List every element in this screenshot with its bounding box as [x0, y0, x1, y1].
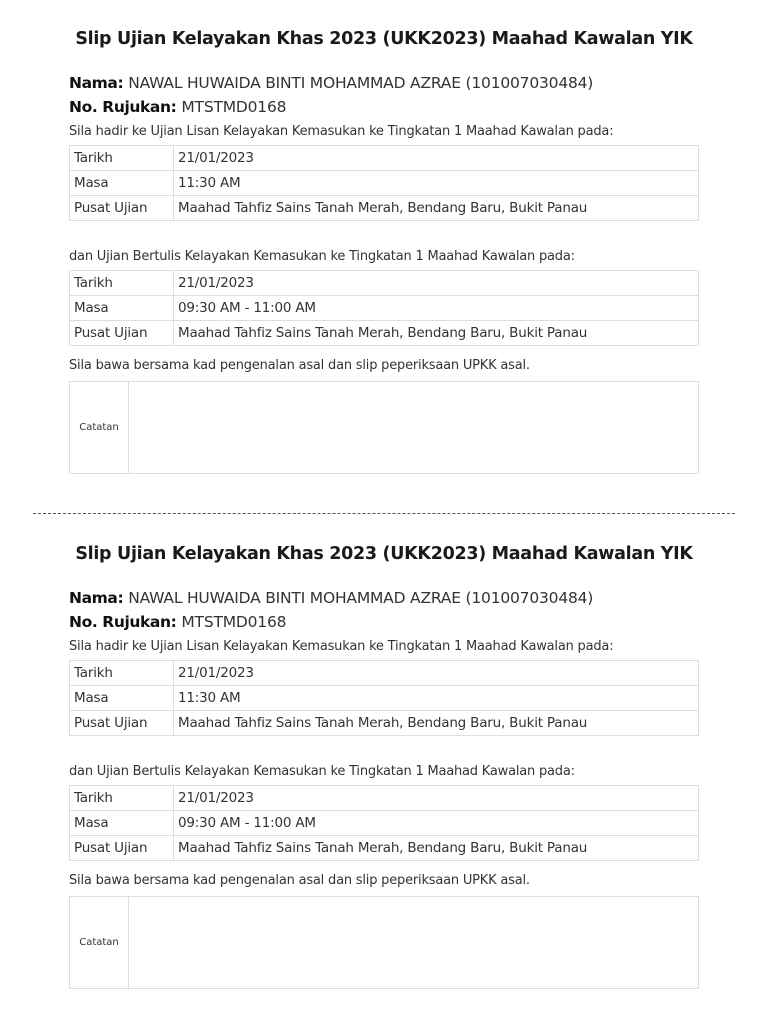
written-time-label: Masa	[70, 296, 174, 321]
written-venue-value: Maahad Tahfiz Sains Tanah Merah, Bendang Baru, Bukit Panau	[174, 321, 699, 346]
written-exam-table	[69, 785, 699, 861]
name-value: NAWAL HUWAIDA BINTI MOHAMMAD AZRAE (101007030484)	[128, 74, 594, 92]
written-time-label: Masa	[70, 811, 174, 836]
table-row	[70, 271, 699, 296]
table-row	[70, 686, 699, 711]
oral-date-label: Tarikh	[70, 146, 174, 171]
oral-time-label: Masa	[70, 686, 174, 711]
reference-value: MTSTMD0168	[181, 613, 287, 631]
oral-time-value: 11:30 AM	[174, 686, 699, 711]
oral-exam-intro: Sila hadir ke Ujian Lisan Kelayakan Kemasukan ke Tingkatan 1 Maahad Kawalan pada:	[69, 124, 614, 139]
candidate-name-row	[69, 586, 699, 610]
candidate-name-row	[69, 71, 699, 95]
notes-label: Catatan	[70, 897, 129, 988]
exam-slip-1	[69, 23, 699, 474]
reference-label: No. Rujukan:	[69, 613, 177, 631]
reference-value: MTSTMD0168	[181, 98, 287, 116]
oral-venue-label: Pusat Ujian	[70, 711, 174, 736]
written-time-value: 09:30 AM - 11:00 AM	[174, 811, 699, 836]
written-date-value: 21/01/2023	[174, 786, 699, 811]
written-exam-table	[69, 270, 699, 346]
written-venue-label: Pusat Ujian	[70, 321, 174, 346]
notes-label: Catatan	[70, 382, 129, 473]
table-row	[70, 836, 699, 861]
written-date-label: Tarikh	[70, 271, 174, 296]
documents-reminder: Sila bawa bersama kad pengenalan asal dan slip peperiksaan UPKK asal.	[69, 358, 530, 373]
written-date-label: Tarikh	[70, 786, 174, 811]
name-value: NAWAL HUWAIDA BINTI MOHAMMAD AZRAE (101007030484)	[128, 589, 594, 607]
oral-exam-intro: Sila hadir ke Ujian Lisan Kelayakan Kemasukan ke Tingkatan 1 Maahad Kawalan pada:	[69, 639, 614, 654]
table-row	[70, 171, 699, 196]
oral-date-value: 21/01/2023	[174, 146, 699, 171]
documents-reminder: Sila bawa bersama kad pengenalan asal dan slip peperiksaan UPKK asal.	[69, 873, 530, 888]
oral-exam-table	[69, 660, 699, 736]
reference-number-row	[69, 95, 699, 119]
name-label: Nama:	[69, 589, 124, 607]
exam-slip-2	[69, 538, 699, 989]
written-date-value: 21/01/2023	[174, 271, 699, 296]
notes-box	[69, 896, 699, 989]
oral-venue-value: Maahad Tahfiz Sains Tanah Merah, Bendang Baru, Bukit Panau	[174, 711, 699, 736]
name-label: Nama:	[69, 74, 124, 92]
table-row	[70, 296, 699, 321]
table-row	[70, 811, 699, 836]
table-row	[70, 321, 699, 346]
written-exam-intro: dan Ujian Bertulis Kelayakan Kemasukan ke Tingkatan 1 Maahad Kawalan pada:	[69, 764, 575, 779]
slip-title: Slip Ujian Kelayakan Khas 2023 (UKK2023) Maahad Kawalan YIK	[75, 29, 693, 49]
oral-date-value: 21/01/2023	[174, 661, 699, 686]
oral-time-label: Masa	[70, 171, 174, 196]
written-time-value: 09:30 AM - 11:00 AM	[174, 296, 699, 321]
cut-line-divider	[33, 513, 735, 514]
oral-date-label: Tarikh	[70, 661, 174, 686]
table-row	[70, 661, 699, 686]
written-venue-label: Pusat Ujian	[70, 836, 174, 861]
table-row	[70, 146, 699, 171]
oral-venue-value: Maahad Tahfiz Sains Tanah Merah, Bendang Baru, Bukit Panau	[174, 196, 699, 221]
notes-box	[69, 381, 699, 474]
reference-number-row	[69, 610, 699, 634]
notes-content	[129, 382, 698, 473]
table-row	[70, 711, 699, 736]
table-row	[70, 786, 699, 811]
written-exam-intro: dan Ujian Bertulis Kelayakan Kemasukan ke Tingkatan 1 Maahad Kawalan pada:	[69, 249, 575, 264]
notes-content	[129, 897, 698, 988]
oral-venue-label: Pusat Ujian	[70, 196, 174, 221]
reference-label: No. Rujukan:	[69, 98, 177, 116]
table-row	[70, 196, 699, 221]
oral-time-value: 11:30 AM	[174, 171, 699, 196]
oral-exam-table	[69, 145, 699, 221]
written-venue-value: Maahad Tahfiz Sains Tanah Merah, Bendang Baru, Bukit Panau	[174, 836, 699, 861]
slip-title: Slip Ujian Kelayakan Khas 2023 (UKK2023) Maahad Kawalan YIK	[75, 544, 693, 564]
